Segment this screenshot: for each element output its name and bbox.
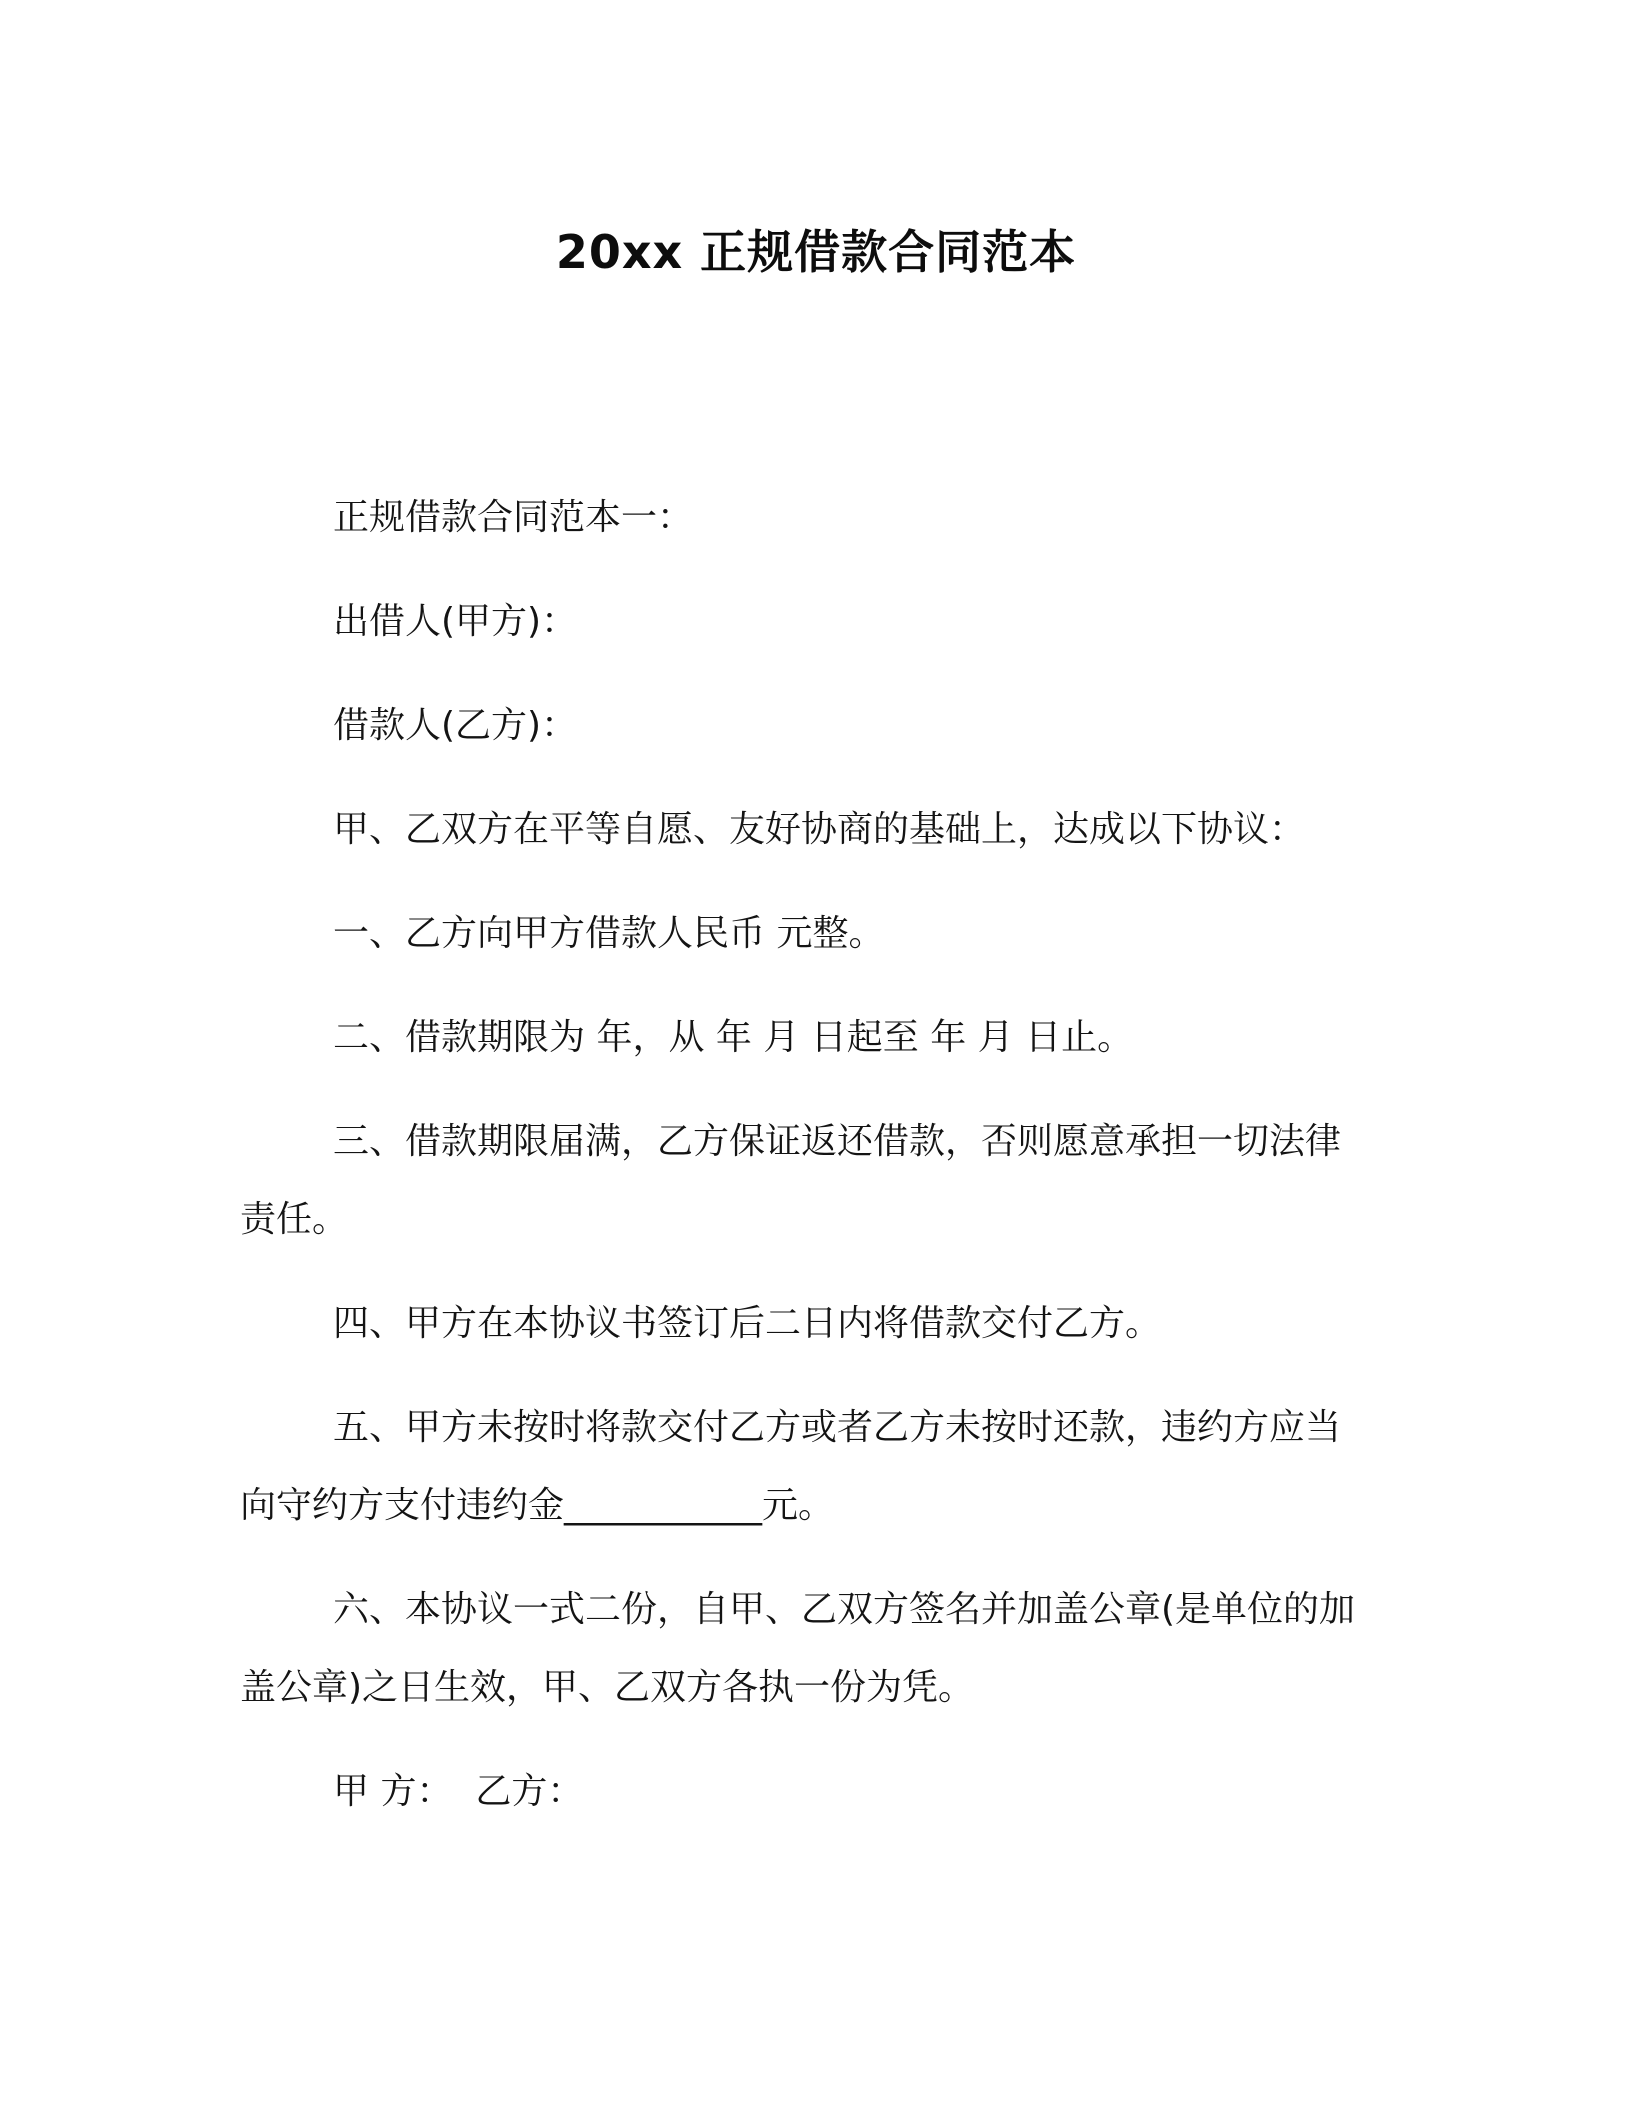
contract-heading: 正规借款合同范本一： xyxy=(333,497,694,538)
lender-line: 出借人(甲方)： xyxy=(333,601,578,642)
intro-paragraph: 甲、乙双方在平等自愿、友好协商的基础上，达成以下协议： xyxy=(333,809,1306,850)
clause-4: 四、甲方在本协议书签订后二日内将借款交付乙方。 xyxy=(333,1303,1162,1344)
clause-5: 五、甲方未按时将款交付乙方或者乙方未按时还款，违约方应当向守约方支付违约金___________元。 xyxy=(240,1407,1342,1526)
borrower-line: 借款人(乙方)： xyxy=(333,705,578,746)
signature-line: 甲 方： 乙方： xyxy=(333,1771,584,1812)
document-title: 20xx 正规借款合同范本 xyxy=(555,225,1077,279)
clause-6: 六、本协议一式二份，自甲、乙双方签名并加盖公章(是单位的加盖公章)之日生效，甲、乙双方各执一份为凭。 xyxy=(240,1589,1356,1708)
clause-3: 三、借款期限届满，乙方保证返还借款，否则愿意承担一切法律责任。 xyxy=(240,1121,1342,1240)
clause-1: 一、乙方向甲方借款人民币 元整。 xyxy=(333,913,885,954)
clause-2: 二、借款期限为 年，从 年 月 日起至 年 月 日止。 xyxy=(333,1017,1134,1058)
